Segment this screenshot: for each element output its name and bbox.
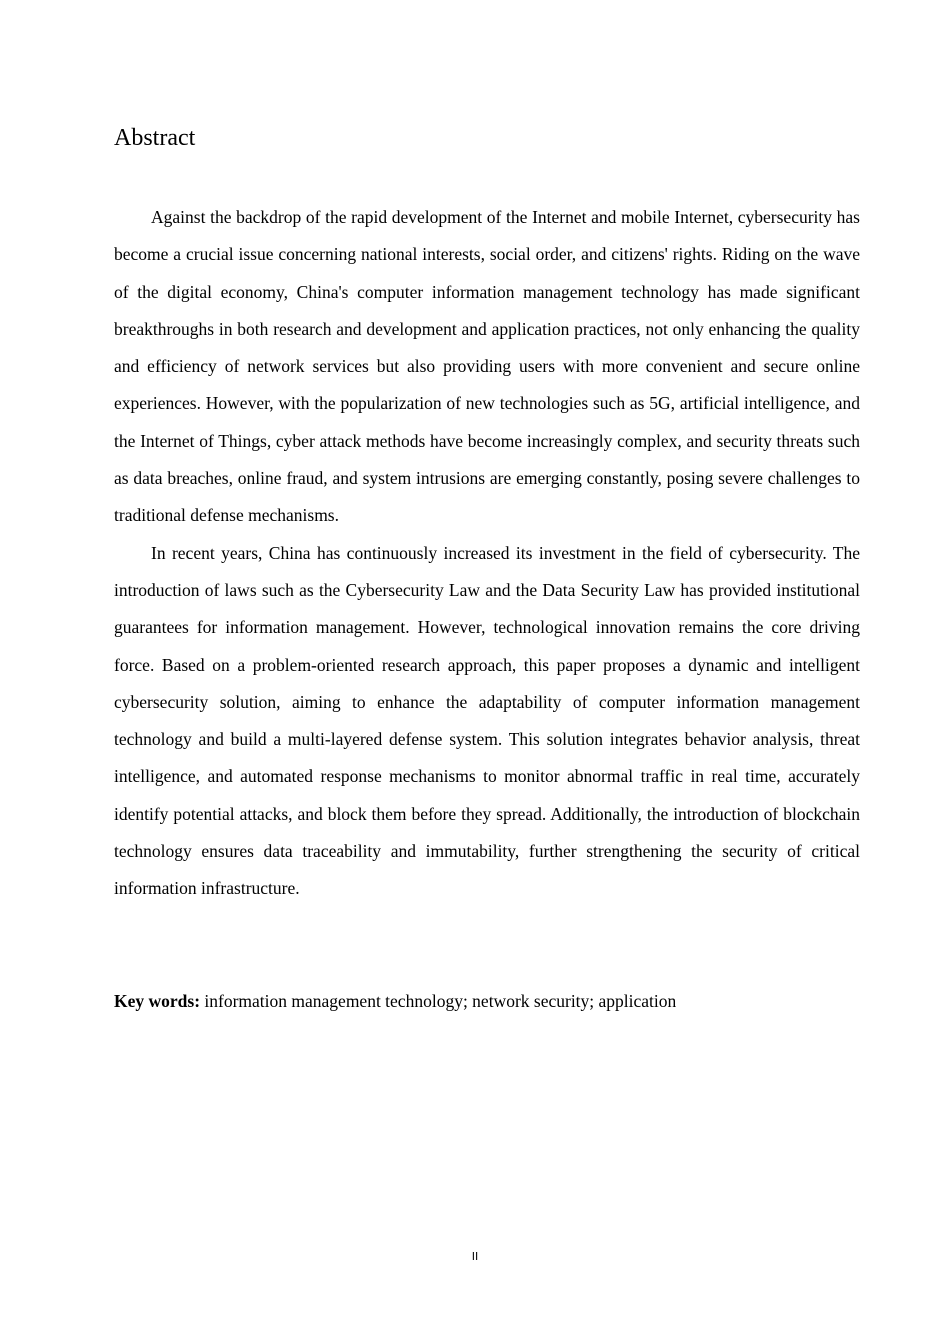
abstract-heading: Abstract xyxy=(114,125,196,151)
keywords-text: information management technology; network security; application xyxy=(204,991,677,1011)
abstract-paragraph-2: In recent years, China has continuously increased its investment in the field of cybersecurity. The introduction of laws such as the Cybersecurity Law and the Data Security Law has provided institutional guarantees for information management. However, technological innovation remains the core driving force. Based on a problem-oriented research approach, this paper proposes a dynamic and intelligent cybersecurity solution, aiming to enhance the adaptability of computer information management technology and build a multi-layered defense system. This solution integrates behavior analysis, threat intelligence, and automated response mechanisms to monitor abnormal traffic in real time, accurately identify potential attacks, and block them before they spread. Additionally, the introduction of blockchain technology ensures data traceability and immutability, further strengthening the security of critical information infrastructure. xyxy=(114,542,860,899)
keywords-label: Key words: xyxy=(114,991,201,1011)
abstract-body xyxy=(114,199,860,908)
page-number: II xyxy=(471,1250,479,1263)
keywords-line xyxy=(114,986,860,1016)
abstract-paragraph-1: Against the backdrop of the rapid development of the Internet and mobile Internet, cybersecurity has become a crucial issue concerning national interests, social order, and citizens' rights. Riding on the wave of the digital economy, China's computer information management technology has made significant breakthroughs in both research and development and application practices, not only enhancing the quality and efficiency of network services but also providing users with more convenient and secure online experiences. However, with the popularization of new technologies such as 5G, artificial intelligence, and the Internet of Things, cyber attack methods have become increasingly complex, and security threats such as data breaches, online fraud, and system intrusions are emerging constantly, posing severe challenges to traditional defense mechanisms. xyxy=(114,207,860,526)
